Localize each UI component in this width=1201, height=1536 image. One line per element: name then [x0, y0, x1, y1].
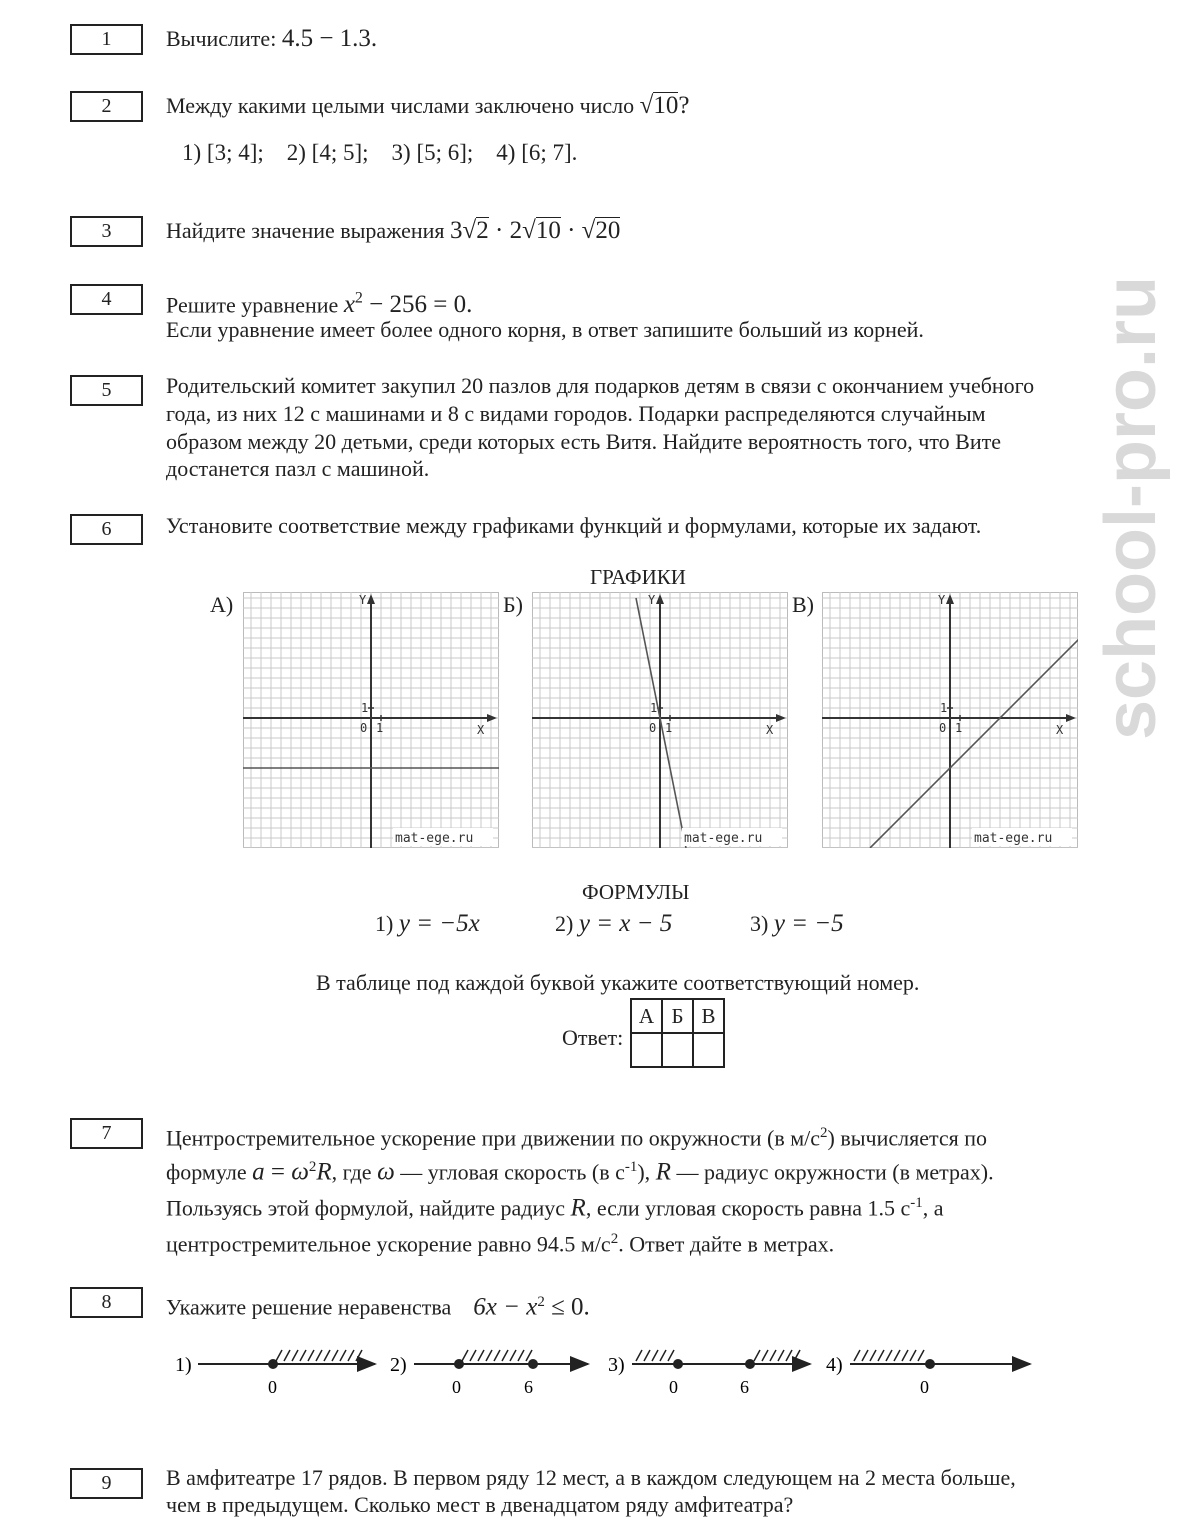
task-number-8: 8: [70, 1287, 143, 1318]
sqrt-sign: √: [639, 92, 654, 119]
task-number-6: 6: [70, 514, 143, 545]
answer-col-b: Б: [662, 999, 693, 1033]
point-0: [268, 1359, 278, 1369]
answer-col-a: А: [631, 999, 662, 1033]
task-number-7: 7: [70, 1118, 143, 1149]
origin-label: 0: [360, 721, 368, 735]
svg-text:school-pro.ru: school-pro.ru: [1091, 276, 1171, 740]
site-label: mat-ege.ru: [395, 831, 474, 846]
x-one-label: 1: [955, 721, 963, 735]
graph-a: [243, 592, 499, 848]
svg-text:1): 1): [175, 1354, 192, 1376]
graph-label-b: Б): [503, 592, 523, 617]
task-7-line-4: центростремительное ускорение равно 94.5 $м/с^2$. Ответ дайте в метрах.: [166, 1231, 835, 1257]
x-one-label: 1: [376, 721, 384, 735]
x-axis-label: X: [477, 723, 485, 737]
svg-text:0: 0: [452, 1377, 461, 1397]
x-axis-label: X: [1056, 723, 1064, 737]
x-axis-label: X: [766, 723, 774, 737]
formula-3: 3) y = −5: [750, 910, 844, 937]
y-one-label: 1: [940, 701, 948, 715]
answer-label: Ответ:: [562, 1025, 624, 1050]
graph-c: [822, 592, 1078, 848]
number-lines: [170, 1340, 1050, 1400]
number-line-option-3: [608, 1350, 810, 1397]
task-7-line-3: Пользуясь этой формулой, найдите радиус R, если угловая скорость равна 1.5 $с^{-1}$, а: [166, 1194, 944, 1222]
task-6-text: Установите соответствие между графиками функций и формулами, которые их задают.: [166, 513, 982, 538]
task-number-3: 3: [70, 216, 143, 247]
answer-table: [630, 998, 725, 1068]
y-axis-label: Y: [648, 593, 656, 607]
task-5-line-1: Родительский комитет закупил 20 пазлов для подарков детям в связи с окончанием учебного: [166, 373, 1035, 398]
svg-text:4): 4): [826, 1354, 843, 1376]
answer-col-c: В: [693, 999, 724, 1033]
task-3-lead: Найдите значение выражения: [166, 218, 451, 243]
task-number-2: 2: [70, 91, 143, 122]
option-3: 3) [5; 6];: [391, 140, 474, 165]
task-3-text: Найдите значение выражения 3√2 · 2√10 · √20: [166, 217, 621, 244]
answer-cell-b[interactable]: [662, 1033, 693, 1067]
task-5-line-4: достанется пазл с машиной.: [166, 456, 430, 481]
origin-label: 0: [649, 721, 657, 735]
task-number-5: 5: [70, 375, 143, 406]
origin-label: 0: [939, 721, 947, 735]
y-axis-label: Y: [938, 593, 946, 607]
hatch: [276, 1350, 362, 1361]
task-number-9: 9: [70, 1468, 143, 1499]
site-label: mat-ege.ru: [974, 831, 1053, 846]
task-5-line-2: года, из них 12 с машинами и 8 с видами городов. Подарки распределяются случайным: [166, 401, 986, 426]
task-2-text: [166, 92, 690, 119]
site-label: mat-ege.ru: [684, 831, 763, 846]
svg-text:0: 0: [669, 1377, 678, 1397]
task-7-line-1: Центростремительное ускорение при движении по окружности (в $м/с^2$) вычисляется по: [166, 1125, 988, 1151]
graphs-title: ГРАФИКИ: [590, 565, 686, 589]
task-4-line-2: Если уравнение имеет более одного корня, в ответ запишите больший из корней.: [166, 317, 924, 342]
hatch: [854, 1350, 924, 1361]
task-9-line-1: В амфитеатре 17 рядов. В первом ряду 12 мест, а в каждом следующем на 2 места больше,: [166, 1465, 1016, 1490]
number-line-option-4: [826, 1350, 1030, 1397]
svg-text:0: 0: [920, 1377, 929, 1397]
svg-text:6: 6: [524, 1377, 533, 1397]
task-4-line-1: Решите уравнение $x^2 - 256 = 0$.: [166, 290, 473, 319]
task-8-text: Укажите решение неравенства $6x - x^2 \le 0$.: [166, 1293, 590, 1321]
number-line-option-2: [390, 1350, 588, 1397]
task-1-lead: Вычислите:: [166, 26, 282, 51]
svg-text:3): 3): [608, 1354, 625, 1376]
task-number-1: 1: [70, 24, 143, 55]
y-axis-label: Y: [359, 593, 367, 607]
option-4: 4) [6; 7].: [496, 140, 578, 165]
svg-text:2): 2): [390, 1354, 407, 1376]
graph-b: [532, 592, 788, 848]
hatch: [462, 1350, 532, 1361]
answer-cell-a[interactable]: [631, 1033, 662, 1067]
task-2-lead: Между какими целыми числами заключено число: [166, 93, 640, 118]
svg-text:0: 0: [268, 1377, 277, 1397]
task-2-options: [182, 139, 577, 166]
number-line-option-1: [175, 1350, 375, 1397]
task-number-4: 4: [70, 284, 143, 315]
formulas-title: ФОРМУЛЫ: [582, 880, 690, 904]
y-one-label: 1: [361, 701, 369, 715]
task-2-radicand: 10: [653, 92, 679, 119]
option-2: 2) [4; 5];: [286, 140, 369, 165]
x-one-label: 1: [665, 721, 673, 735]
task-5-line-3: образом между 20 детьми, среди которых есть Витя. Найдите вероятность того, что Вите: [166, 429, 1001, 454]
formula-1: 1) y = −5x: [375, 910, 480, 937]
task-1-expression: 4.5 − 1.3.: [281, 25, 378, 52]
formula-2: 2) y = x − 5: [555, 910, 673, 937]
answer-cell-c[interactable]: [693, 1033, 724, 1067]
task-1-text: [166, 25, 377, 52]
option-1: 1) [3; 4];: [182, 140, 264, 165]
svg-text:6: 6: [740, 1377, 749, 1397]
task-2-tail: ?: [678, 92, 690, 119]
graph-label-c: В): [792, 592, 814, 617]
y-one-label: 1: [650, 701, 658, 715]
task-9-line-2: чем в предыдущем. Сколько мест в двенадцатом ряду амфитеатра?: [166, 1492, 794, 1517]
task-7-line-2: формуле $a = \omega^2R$, где ω — угловая скорость (в $с^{-1}$), R — радиус окружности (в метрах).: [166, 1158, 994, 1186]
graph-label-a: А): [210, 592, 234, 617]
table-hint: В таблице под каждой буквой укажите соответствующий номер.: [316, 970, 920, 995]
watermark: [1060, 50, 1180, 750]
hatch: [636, 1350, 800, 1361]
